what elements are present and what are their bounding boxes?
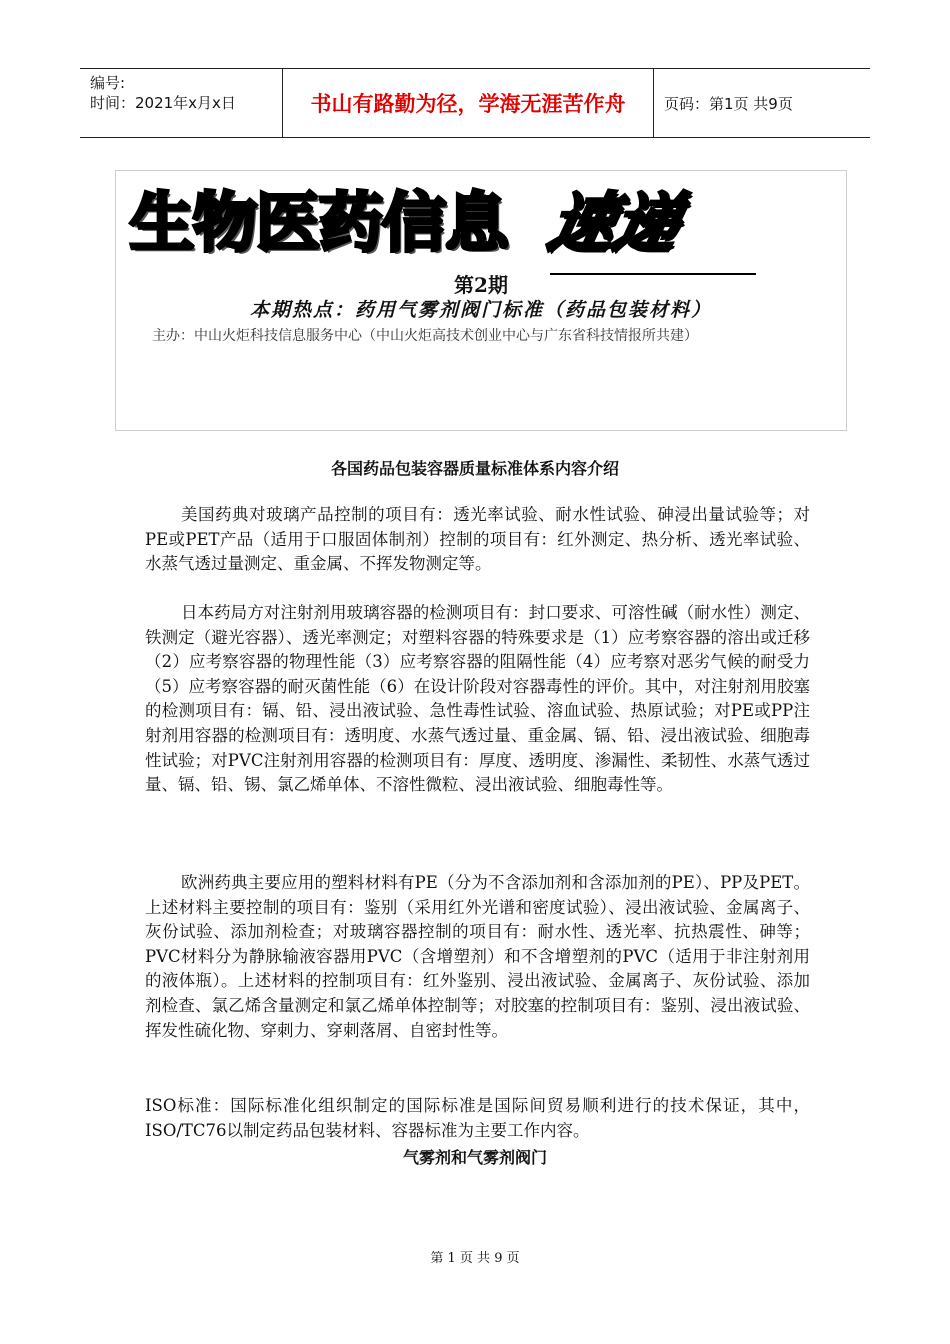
article-title: 各国药品包装容器质量标准体系内容介绍 bbox=[330, 459, 619, 478]
paragraph-iso: ISO标准：国际标准化组织制定的国际标准是国际间贸易顺利进行的技术保证，其中，ISO/TC76以制定药品包装材料、容器标准为主要工作内容。 bbox=[145, 1096, 810, 1140]
brand-main-text: 生物医药信息 bbox=[130, 187, 508, 261]
brand-fast-text: 速递 bbox=[542, 187, 686, 261]
masthead-box bbox=[115, 170, 847, 431]
header-table bbox=[80, 68, 870, 138]
footer-page-number: 第 1 页 共 9 页 bbox=[430, 1251, 520, 1266]
issue-number: 第2期 bbox=[454, 273, 508, 297]
header-motto: 书山有路勤为径，学海无涯苦作舟 bbox=[282, 69, 654, 137]
paragraph-jp: 日本药局方对注射剂用玻璃容器的检测项目有：封口要求、可溶性碱（耐水性）测定、铁测定（避光容器）、透光率测定；对塑料容器的特殊要求是（1）应考察容器的溶出或迁移（2）应考察容器的物理性能（3）应考察容器的阻隔性能（4）应考察对恶劣气候的耐受力（5）应考察容器的耐灭菌性能（6）在设计阶段对容器毒性的评价。其中，对注射剂用胶塞的检测项目有：镉、铅、浸出液试验、急性毒性试验、溶血试验、热原试验；对PE或PP注射剂用容器的检测项目有：透明度、水蒸气透过量、重金属、镉、铅、浸出液试验、细胞毒性试验；对PVC注射剂用容器的检测项目有：厚度、透明度、渗漏性、柔韧性、水蒸气透过量、镉、铅、锡、氯乙烯单体、不溶性微粒、浸出液试验、细胞毒性等。 bbox=[145, 603, 810, 795]
header-meta bbox=[80, 69, 282, 137]
section-subtitle: 气雾剂和气雾剂阀门 bbox=[402, 1148, 547, 1167]
paragraph-usp: 美国药典对玻璃产品控制的项目有：透光率试验、耐水性试验、砷浸出量试验等；对PE或PET产品（适用于口服固体制剂）控制的项目有：红外测定、热分析、透光率试验、水蒸气透过量测定、重金属、不挥发物测定等。 bbox=[145, 505, 810, 574]
date-label: 时间：2021年x月x日 bbox=[90, 94, 236, 112]
header-page-info: 页码：第1页 共9页 bbox=[664, 94, 793, 113]
sponsor-line: 主办：中山火炬科技信息服务中心（中山火炬高技术创业中心与广东省科技情报所共建） bbox=[152, 328, 698, 344]
hot-topic: 本期热点：药用气雾剂阀门标准（药品包装材料） bbox=[249, 299, 712, 321]
serial-label: 编号: bbox=[90, 74, 126, 92]
brand-logo bbox=[130, 185, 750, 263]
paragraph-ep: 欧洲药典主要应用的塑料材料有PE（分为不含添加剂和含添加剂的PE）、PP及PET。上述材料主要控制的项目有：鉴别（采用红外光谱和密度试验）、浸出液试验、金属离子、灰份试验、添加剂检查；对玻璃容器控制的项目有：耐水性、透光率、抗热震性、砷等；PVC材料分为静脉输液容器用PVC（含增塑剂）和不含增塑剂的PVC（适用于非注射剂用的液体瓶）。上述材料的控制项目有：红外鉴别、浸出液试验、金属离子、灰份试验、添加剂检查、氯乙烯含量测定和氯乙烯单体控制等；对胶塞的控制项目有：鉴别、浸出液试验、挥发性硫化物、穿刺力、穿刺落屑、自密封性等。 bbox=[145, 873, 810, 1040]
